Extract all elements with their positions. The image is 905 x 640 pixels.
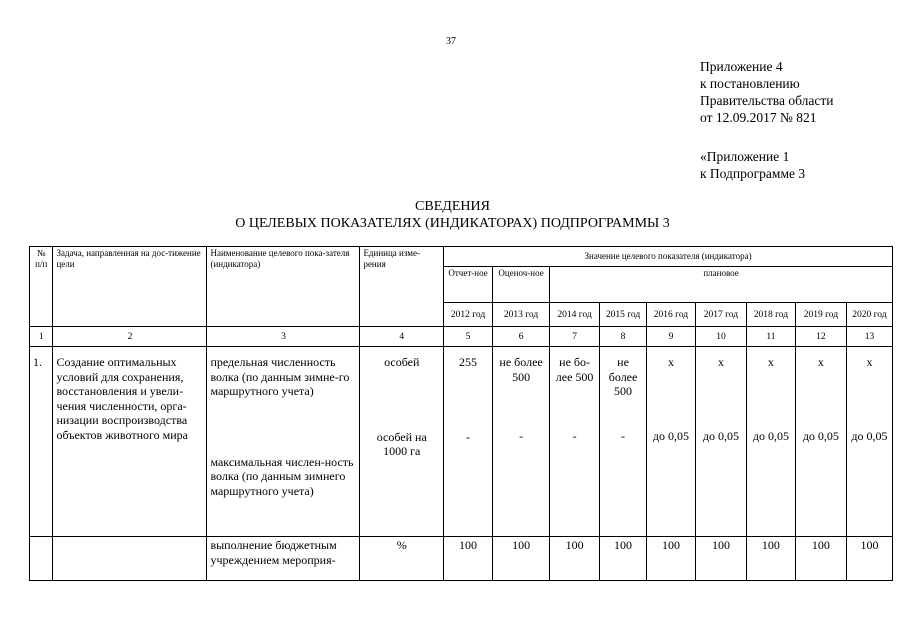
indicator-value: 100 [846, 537, 892, 581]
value-cell [795, 347, 846, 537]
column-number: 10 [695, 327, 746, 347]
column-number: 8 [600, 327, 647, 347]
indicator-value: до 0,05 [802, 429, 839, 443]
indicator-value: 100 [600, 537, 647, 581]
indicator-value: х [717, 355, 724, 369]
indicator-value: не бо-лее 500 [555, 355, 594, 384]
header-number: № п/п [30, 247, 53, 327]
indicators-table [29, 246, 893, 581]
value-cell [550, 347, 600, 537]
value-cell [746, 347, 795, 537]
appendix-line: «Приложение 1 [700, 149, 790, 164]
column-number: 7 [550, 327, 600, 347]
indicator-value: - [466, 429, 471, 444]
header-planned: плановое [550, 267, 893, 303]
year-2017: 2017 год [695, 303, 746, 327]
indicator-value: х [767, 355, 774, 369]
column-number: 13 [846, 327, 892, 347]
indicator-value: 100 [695, 537, 746, 581]
year-2018: 2018 год [746, 303, 795, 327]
indicator-value: 100 [493, 537, 550, 581]
header-indicator-name: Наименование целевого пока-зателя (индикатора) [207, 247, 360, 327]
column-number: 6 [493, 327, 550, 347]
appendix-line: к Подпрограмме 3 [700, 166, 806, 181]
value-cell [695, 347, 746, 537]
indicator-value: 255 [459, 355, 478, 369]
indicator-value: - [519, 429, 524, 443]
header-reported: Отчет-ное [444, 267, 493, 303]
appendix-line: Приложение 4 [700, 59, 783, 74]
indicator-name: предельная численность волка (по данным зимне-го маршрутного учета) [210, 355, 350, 398]
table-row [30, 537, 893, 581]
task-text: Создание оптимальных условий для сохранения, восстановления и увели-чения численности, орга-низации воспроизводства объектов животного мира [53, 347, 207, 537]
subprogram-appendix-reference [700, 148, 805, 182]
column-number: 9 [647, 327, 696, 347]
indicator-value: до 0,05 [702, 429, 739, 443]
value-cell [846, 347, 892, 537]
indicator-value: х [817, 355, 824, 369]
appendix-reference [700, 58, 833, 126]
year-2012: 2012 год [444, 303, 493, 327]
appendix-line: от 12.09.2017 № 821 [700, 110, 817, 125]
indicator-value: не более 500 [608, 355, 638, 398]
indicator-value: - [621, 429, 626, 443]
indicator-value: до 0,05 [752, 429, 789, 443]
indicator-name: выполнение бюджетным учреждением мероприя- [207, 537, 360, 581]
indicator-value: - [572, 429, 577, 443]
indicator-value: 100 [647, 537, 696, 581]
appendix-line: к постановлению [700, 76, 800, 91]
header-indicator-value: Значение целевого показателя (индикатора) [444, 247, 893, 267]
year-2015: 2015 год [600, 303, 647, 327]
year-2013: 2013 год [493, 303, 550, 327]
column-number: 4 [360, 327, 444, 347]
value-cell [493, 347, 550, 537]
value-cell [647, 347, 696, 537]
appendix-line: Правительства области [700, 93, 834, 108]
column-number: 11 [746, 327, 795, 347]
header-task: Задача, направленная на дос-тижение цели [53, 247, 207, 327]
value-cell [444, 347, 493, 537]
indicator-name: максимальная числен-ность волка (по данным зимнего маршрутного учета) [210, 454, 354, 498]
year-2014: 2014 год [550, 303, 600, 327]
indicator-value: х [866, 355, 873, 369]
indicator-value: 100 [550, 537, 600, 581]
column-number: 3 [207, 327, 360, 347]
value-cell [600, 347, 647, 537]
indicator-names-cell [207, 347, 360, 537]
year-2020: 2020 год [846, 303, 892, 327]
year-2019: 2019 год [795, 303, 846, 327]
document-title [0, 198, 905, 232]
indicator-value: до 0,05 [851, 429, 888, 443]
column-number: 1 [30, 327, 53, 347]
title-line: СВЕДЕНИЯ [415, 199, 490, 214]
indicator-value: до 0,05 [652, 429, 690, 443]
indicator-value: 100 [746, 537, 795, 581]
year-2016: 2016 год [647, 303, 696, 327]
column-number: 12 [795, 327, 846, 347]
unit-value: особей [384, 355, 420, 369]
indicator-value: х [667, 355, 674, 369]
title-line: О ЦЕЛЕВЫХ ПОКАЗАТЕЛЯХ (ИНДИКАТОРАХ) ПОДПРОГРАММЫ 3 [235, 216, 670, 231]
row-number: 1. [30, 347, 53, 537]
unit-value: % [360, 537, 444, 581]
header-unit: Единица изме-рения [360, 247, 444, 327]
header-estimated: Оценоч-ное [493, 267, 550, 303]
indicator-value: 100 [444, 537, 493, 581]
indicator-value: не более 500 [499, 355, 543, 384]
column-number: 2 [53, 327, 207, 347]
unit-cell [360, 347, 444, 537]
page-number: 37 [446, 36, 456, 47]
column-number: 5 [444, 327, 493, 347]
indicator-value: 100 [795, 537, 846, 581]
table-row [30, 347, 893, 537]
unit-value: особей на 1000 га [376, 429, 427, 458]
